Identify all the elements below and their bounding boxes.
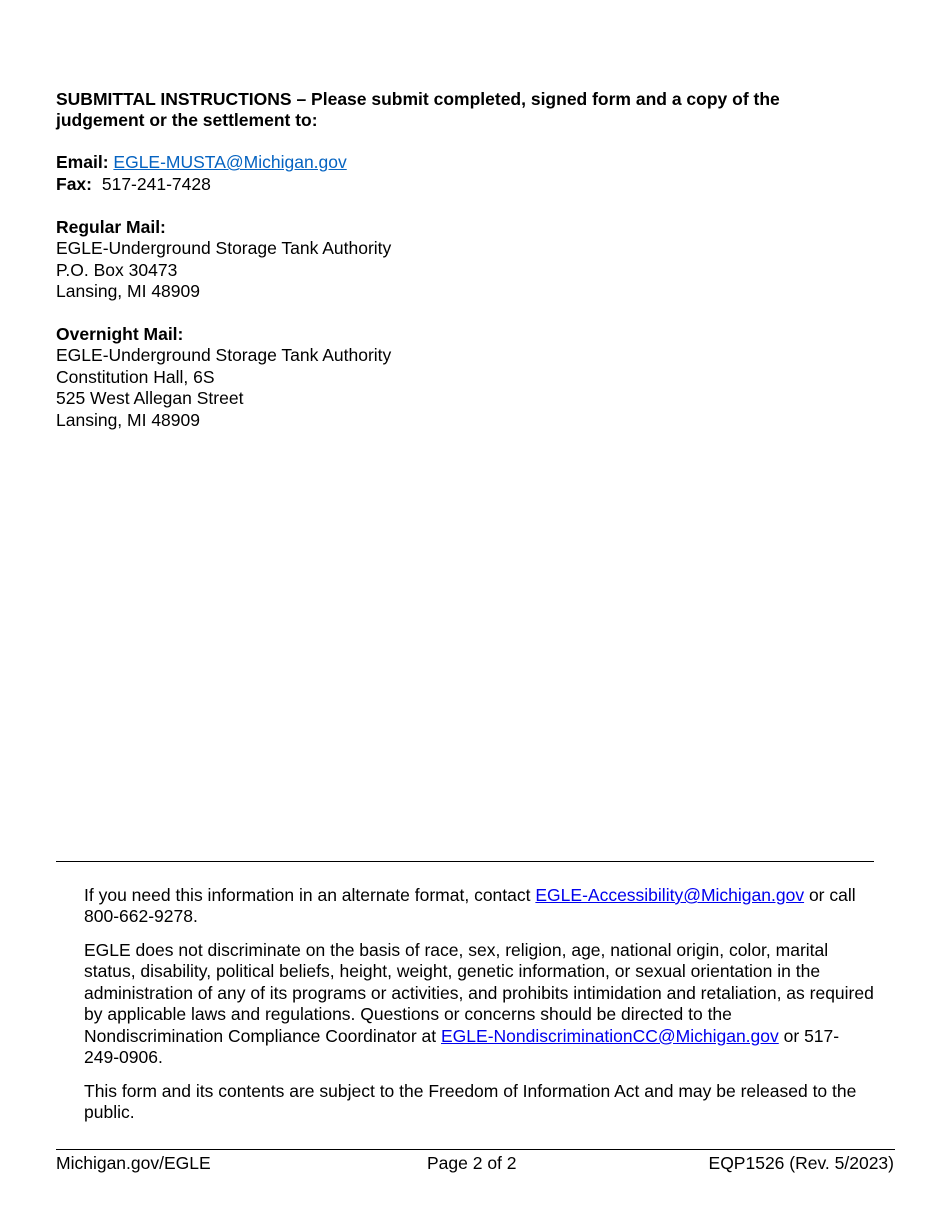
email-label: Email: (56, 152, 109, 172)
nondiscrimination-notice (84, 940, 874, 1068)
alternate-format-phone: or call 800-662-9278. (84, 885, 856, 927)
accessibility-email-link[interactable]: EGLE-Accessibility@Michigan.gov (535, 885, 805, 905)
overnight-mail-section (56, 324, 391, 431)
submittal-instructions-heading: SUBMITTAL INSTRUCTIONS – Please submit completed, signed form and a copy of the judgement or the settlement to: (56, 89, 780, 131)
nondiscrimination-phone: or 517-249-0906. (84, 1025, 840, 1068)
overnight-mail-address-line-3: 525 West Allegan Street (56, 388, 244, 409)
footer-website: Michigan.gov/EGLE (56, 1153, 211, 1173)
foia-notice (84, 1081, 874, 1124)
regular-mail-label: Regular Mail: (56, 217, 166, 237)
regular-mail-section (56, 217, 391, 303)
fax-value: 517-241-7428 (101, 174, 211, 194)
footer-form-id: EQP1526 (Rev. 5/2023) (708, 1153, 894, 1173)
regular-mail-address-line-1: EGLE-Underground Storage Tank Authority (56, 238, 392, 259)
nondiscrimination-email-link[interactable]: EGLE-NondiscriminationCC@Michigan.gov (441, 1025, 779, 1046)
nondiscrimination-text: EGLE does not discriminate on the basis of race, sex, religion, age, national origin, color, marital status, disability, political beliefs, height, weight, genetic information, or sexual orientation in the administration of any of its programs or activities, and prohibits intimidation and retaliation, as required by applicable laws and regulations. Questions or concerns should be directed to the Nondiscrimination Compliance Coordinator at (84, 940, 874, 1046)
alternate-format-text: If you need this information in an alternate format, contact (84, 885, 531, 905)
alternate-format-notice (84, 885, 874, 928)
email-line (56, 152, 347, 173)
email-link[interactable]: EGLE-MUSTA@Michigan.gov (113, 152, 347, 172)
regular-mail-address-line-3: Lansing, MI 48909 (56, 281, 200, 302)
footer-page-number: Page 2 of 2 (427, 1153, 517, 1173)
foia-text: This form and its contents are subject to the Freedom of Information Act and may be released to the public. (84, 1081, 857, 1123)
overnight-mail-address-line-4: Lansing, MI 48909 (56, 409, 200, 430)
separator-line (56, 861, 874, 862)
fax-line (56, 174, 211, 195)
footer-separator (56, 1149, 895, 1150)
fax-label: Fax: (56, 174, 92, 194)
overnight-mail-address-line-1: EGLE-Underground Storage Tank Authority (56, 345, 392, 366)
overnight-mail-address-line-2: Constitution Hall, 6S (56, 366, 215, 387)
overnight-mail-label: Overnight Mail: (56, 324, 184, 344)
regular-mail-address-line-2: P.O. Box 30473 (56, 259, 178, 280)
